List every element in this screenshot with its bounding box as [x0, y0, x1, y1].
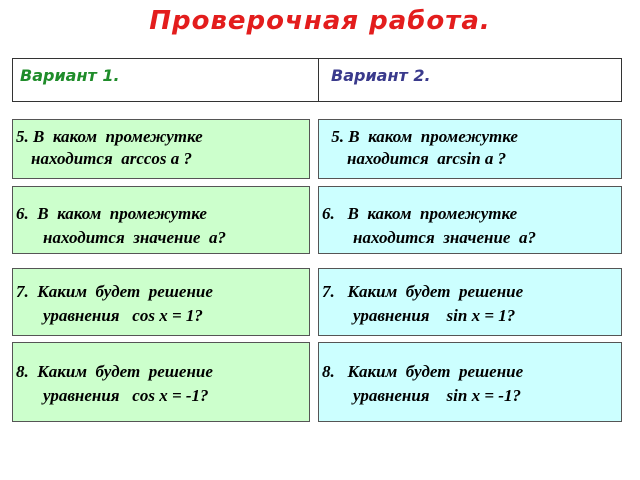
question-line1: 8. Каким будет решение — [16, 362, 213, 381]
variant1-question-5 — [12, 119, 310, 179]
question-line1: 5. В каком промежутке — [327, 127, 518, 146]
question-line2: находится значение а? — [353, 228, 536, 247]
question-line2: находится arcsin a ? — [347, 149, 507, 168]
page-title: Проверочная работа. — [149, 6, 491, 36]
variant1-question-8 — [12, 342, 310, 422]
variants-header-table — [12, 58, 622, 102]
question-line1: 7. Каким будет решение — [322, 282, 524, 301]
variant1-question-6 — [12, 186, 310, 254]
question-line2: уравнения sin x = -1? — [353, 386, 521, 405]
variant2-header: Вариант 2. — [331, 66, 431, 85]
question-line1: 6. В каком промежутке — [16, 204, 207, 223]
question-line2: находится arccos a ? — [31, 149, 193, 168]
question-line2: уравнения sin x = 1? — [353, 306, 516, 325]
variant1-question-7 — [12, 268, 310, 336]
question-line1: 5. В каком промежутке — [16, 127, 203, 146]
question-line2: уравнения cos x = 1? — [43, 306, 203, 325]
question-line2: уравнения cos x = -1? — [43, 386, 209, 405]
question-line1: 6. В каком промежутке — [322, 204, 518, 223]
variant2-question-8 — [318, 342, 622, 422]
question-line1: 7. Каким будет решение — [16, 282, 213, 301]
variant2-question-5 — [318, 119, 622, 179]
variant2-question-6 — [318, 186, 622, 254]
question-line1: 8. Каким будет решение — [322, 362, 524, 381]
variant1-header: Вариант 1. — [13, 59, 319, 101]
variant2-question-7 — [318, 268, 622, 336]
question-line2: находится значение а? — [43, 228, 226, 247]
